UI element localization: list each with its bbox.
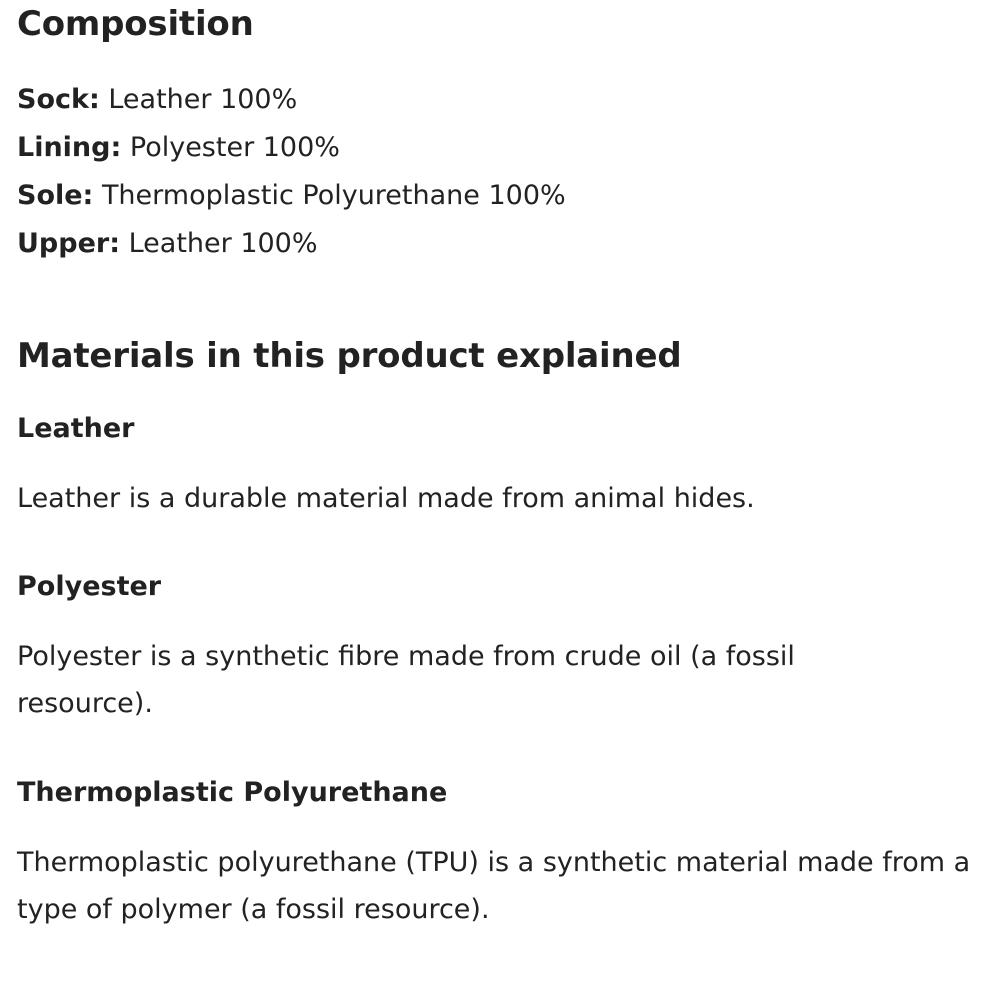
composition-part-label: Upper: [17, 228, 121, 259]
material-description-tpu: Thermoplastic polyurethane (TPU) is a synthetic material made from a type of polymer (a fossil resource). [17, 847, 971, 925]
composition-material-value: Leather 100% [99, 84, 298, 115]
composition-material-value: Thermoplastic Polyurethane 100% [93, 180, 566, 211]
composition-material-value: Polyester 100% [121, 132, 340, 163]
composition-list [17, 76, 566, 268]
material-name-polyester: Polyester [17, 571, 162, 602]
composition-part-label: Sock: [17, 84, 100, 115]
composition-item-sole [17, 172, 566, 220]
composition-part-label: Lining: [17, 132, 122, 163]
composition-item-sock [17, 76, 566, 124]
material-name-leather: Leather [17, 413, 135, 444]
composition-material-value: Leather 100% [120, 228, 318, 259]
composition-part-label: Sole: [17, 180, 94, 211]
composition-item-upper [17, 220, 566, 268]
material-description-polyester: Polyester is a synthetic fibre made from crude oil (a fossil resource). [17, 641, 795, 719]
material-name-tpu: Thermoplastic Polyurethane [17, 777, 448, 808]
composition-item-lining [17, 124, 566, 172]
material-description-leather: Leather is a durable material made from animal hides. [17, 483, 755, 514]
composition-heading: Composition [17, 4, 254, 44]
materials-heading: Materials in this product explained [17, 336, 682, 376]
